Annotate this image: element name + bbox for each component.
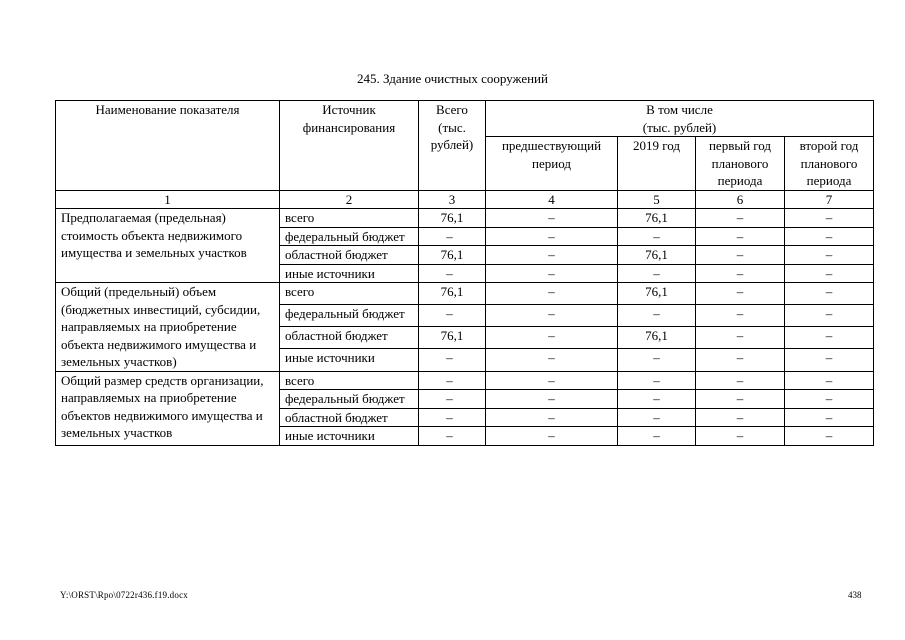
document-path: Y:\ORST\Rpo\0722r436.f19.docx (60, 590, 188, 600)
column-numbers-row (56, 190, 874, 209)
value-cell: – (618, 427, 696, 446)
value-cell: – (419, 390, 486, 409)
column-number: 1 (56, 190, 280, 209)
value-cell: – (696, 408, 785, 427)
value-cell: – (696, 390, 785, 409)
value-cell: – (785, 349, 874, 371)
header-including-unit: (тыс. рублей) (642, 119, 717, 135)
financing-source: иные источники (280, 349, 419, 371)
value-cell: – (618, 349, 696, 371)
value-cell: – (618, 264, 696, 283)
value-cell: – (419, 227, 486, 246)
value-cell: – (618, 371, 696, 390)
value-cell: – (696, 209, 785, 228)
value-cell: – (785, 283, 874, 305)
value-cell: – (785, 408, 874, 427)
column-number: 6 (696, 190, 785, 209)
value-cell: – (419, 408, 486, 427)
value-cell: – (696, 264, 785, 283)
value-cell: – (696, 427, 785, 446)
value-cell: – (618, 408, 696, 427)
indicator-name: Общий размер средств организации, направляемых на приобретение объектов недвижимого имущества и земельных участков (56, 371, 280, 445)
value-cell: – (785, 305, 874, 327)
header-financing-source: Источник финансирования (280, 101, 419, 191)
value-cell: – (419, 264, 486, 283)
value-cell: – (486, 408, 618, 427)
value-cell: – (696, 246, 785, 265)
value-cell: – (785, 227, 874, 246)
indicator-name: Общий (предельный) объем (бюджетных инвестиций, субсидии, направляемых на приобретение объекта недвижимого имущества и земельных участков) (56, 283, 280, 372)
value-cell: 76,1 (419, 283, 486, 305)
value-cell: – (486, 227, 618, 246)
header-including-label: В том числе (646, 102, 713, 117)
value-cell: – (696, 349, 785, 371)
value-cell: – (486, 349, 618, 371)
value-cell: – (486, 371, 618, 390)
financing-source: областной бюджет (280, 327, 419, 349)
value-cell: – (486, 427, 618, 446)
column-number: 4 (486, 190, 618, 209)
value-cell: – (419, 427, 486, 446)
value-cell: – (785, 246, 874, 265)
column-number: 2 (280, 190, 419, 209)
table-row (56, 371, 874, 390)
column-number: 3 (419, 190, 486, 209)
header-second-plan-year: второй год планового периода (785, 137, 874, 191)
financing-source: всего (280, 283, 419, 305)
value-cell: – (486, 246, 618, 265)
indicator-name: Предполагаемая (предельная) стоимость объекта недвижимого имущества и земельных участков (56, 209, 280, 283)
financing-source: всего (280, 371, 419, 390)
header-year-2019: 2019 год (618, 137, 696, 191)
header-including (486, 101, 874, 137)
financing-source: иные источники (280, 264, 419, 283)
value-cell: – (486, 283, 618, 305)
value-cell: – (785, 327, 874, 349)
value-cell: 76,1 (618, 327, 696, 349)
header-first-plan-year: первый год планового периода (696, 137, 785, 191)
table-row (56, 209, 874, 228)
financing-source: федеральный бюджет (280, 227, 419, 246)
financing-source: всего (280, 209, 419, 228)
value-cell: 76,1 (618, 246, 696, 265)
header-previous-period: предшествующий период (486, 137, 618, 191)
value-cell: – (696, 327, 785, 349)
value-cell: – (486, 305, 618, 327)
value-cell: – (486, 390, 618, 409)
value-cell: – (486, 264, 618, 283)
value-cell: 76,1 (618, 209, 696, 228)
financing-source: областной бюджет (280, 246, 419, 265)
value-cell: – (618, 227, 696, 246)
value-cell: – (618, 305, 696, 327)
value-cell: – (785, 371, 874, 390)
value-cell: – (618, 390, 696, 409)
value-cell: – (419, 349, 486, 371)
financing-source: федеральный бюджет (280, 305, 419, 327)
value-cell: 76,1 (419, 327, 486, 349)
value-cell: – (486, 327, 618, 349)
value-cell: – (785, 427, 874, 446)
value-cell: – (419, 305, 486, 327)
value-cell: – (696, 371, 785, 390)
value-cell: – (696, 283, 785, 305)
financing-source: иные источники (280, 427, 419, 446)
page-number: 438 (848, 590, 862, 600)
column-number: 7 (785, 190, 874, 209)
value-cell: 76,1 (419, 246, 486, 265)
header-row (56, 101, 874, 137)
value-cell: – (785, 209, 874, 228)
value-cell: – (419, 371, 486, 390)
financing-source: областной бюджет (280, 408, 419, 427)
value-cell: – (785, 390, 874, 409)
financing-source: федеральный бюджет (280, 390, 419, 409)
value-cell: 76,1 (618, 283, 696, 305)
value-cell: – (785, 264, 874, 283)
financing-table (55, 100, 874, 446)
value-cell: – (486, 209, 618, 228)
column-number: 5 (618, 190, 696, 209)
value-cell: – (696, 305, 785, 327)
header-total: Всего (тыс. рублей) (419, 101, 486, 191)
value-cell: – (696, 227, 785, 246)
value-cell: 76,1 (419, 209, 486, 228)
page-title: 245. Здание очистных сооружений (357, 71, 548, 86)
header-indicator-name: Наименование показателя (56, 101, 280, 191)
table-row (56, 283, 874, 305)
